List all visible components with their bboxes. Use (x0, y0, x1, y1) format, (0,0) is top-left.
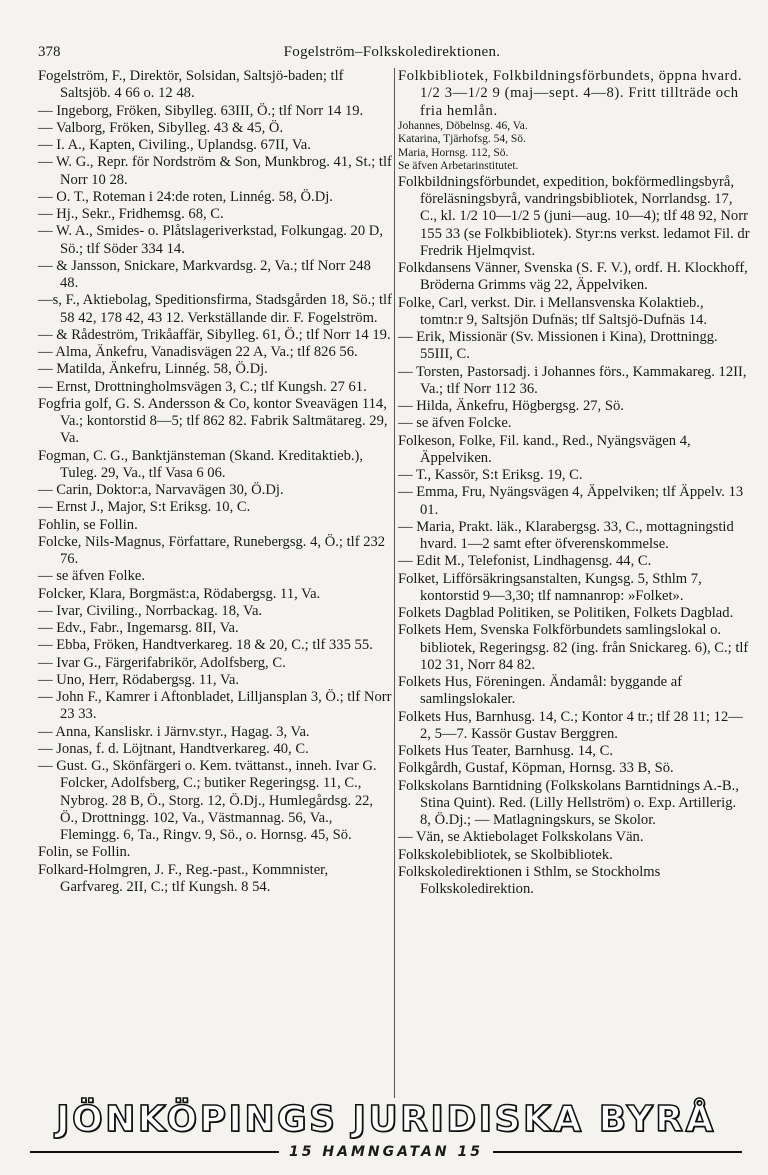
directory-entry: — W. A., Smides- o. Plåtslageriverkstad, Folkungag. 20 D, Sö.; tlf Söder 334 14. (38, 223, 383, 257)
directory-entry: — T., Kassör, S:t Eriksg. 19, C. (398, 467, 583, 483)
directory-entry: — Carin, Doktor:a, Narvavägen 30, Ö.Dj. (38, 482, 284, 498)
directory-entry: — W. G., Repr. för Nordström & Son, Munkbrog. 41, St.; tlf Norr 10 28. (38, 154, 392, 188)
directory-entry: — Hilda, Änkefru, Högbergsg. 27, Sö. (398, 398, 624, 414)
directory-entry: — se äfven Folke. (38, 568, 145, 585)
directory-entry: — O. T., Roteman i 24:de roten, Linnég. 58, Ö.Dj. (38, 188, 333, 205)
directory-entry: Folkskoledirektionen i Sthlm, se Stockholms Folkskoledirektion. (398, 863, 661, 897)
banner-rule-row (30, 1144, 742, 1160)
directory-entry: Fohlin, se Follin. (38, 516, 138, 533)
directory-entry: Maria, Hornsg. 112, Sö. (398, 146, 509, 159)
directory-entry: Folkskolans Barntidning (Folkskolans Barntidnings A.-B., Stina Quint). Red. (Lilly Hellström) o. Exp. Artillerig. 8, Ö.Dj.; — Matlagningskurs, se Skolor. (398, 777, 739, 828)
page-number: 378 (38, 44, 61, 60)
directory-entry: Folin, se Follin. (38, 844, 131, 861)
column-divider (394, 68, 395, 1098)
directory-entry: Folcke, Nils-Magnus, Författare, Runebergsg. 4, Ö.; tlf 232 76. (38, 533, 386, 567)
banner-rule-right (493, 1151, 742, 1153)
directory-entry: Folke, Carl, verkst. Dir. i Mellansvenska Kolaktieb., tomtn:r 9, Saltsjön Dufnäs; tlf Saltsjö-Dufnäs 14. (398, 294, 707, 328)
directory-entry: Se äfven Arbetarinstitutet. (398, 160, 519, 173)
directory-entry: Fogman, C. G., Banktjänsteman (Skand. Kreditaktieb.), Tuleg. 29, Va., tlf Vasa 6 06. (38, 447, 364, 481)
page-header (38, 44, 746, 64)
directory-entry: Johannes, Döbelnsg. 46, Va. (398, 119, 528, 132)
directory-entry: Folkskolebibliotek, se Skolbibliotek. (398, 846, 613, 863)
directory-entry: — Ernst, Drottningholmsvägen 3, C.; tlf Kungsh. 27 61. (38, 378, 367, 395)
directory-entry: — Ivar, Civiling., Norrbackag. 18, Va. (38, 602, 263, 619)
left-column (38, 68, 392, 896)
directory-entry: —s, F., Aktiebolag, Speditionsfirma, Stadsgården 18, Sö.; tlf 58 42, 178 42, 43 12. Verkställande dir. F. Fogelström. (38, 292, 392, 326)
directory-entry: — Ivar G., Färgerifabrikör, Adolfsberg, C. (38, 654, 286, 671)
directory-entry: Folkgårdh, Gustaf, Köpman, Hornsg. 33 B, Sö. (398, 760, 674, 777)
directory-entry: Fogelström, F., Direktör, Solsidan, Saltsjö-baden; tlf Saltsjöb. 4 66 o. 12 48. (38, 68, 344, 102)
directory-entry: — Hj., Sekr., Fridhemsg. 68, C. (38, 206, 224, 222)
directory-entry: — Ebba, Fröken, Handtverkareg. 18 & 20, C.; tlf 335 55. (38, 637, 373, 654)
directory-entry: Folket, Lifförsäkringsanstalten, Kungsg. 5, Sthlm 7, kontorstid 9—3,30; tlf namnanrop: »Folket». (398, 570, 702, 604)
directory-entry: Folkets Hem, Svenska Folkförbundets samlingslokal o. bibliotek, Regeringsg. 82 (ing. från Snickareg. 6), C.; tlf 102 31, Norr 84 82. (398, 622, 749, 673)
directory-entry: — Alma, Änkefru, Vanadisvägen 22 A, Va.; tlf 826 56. (38, 344, 358, 360)
directory-entry: Folkets Hus, Föreningen. Ändamål: byggande af samlingslokaler. (398, 674, 683, 708)
directory-entry: — Torsten, Pastorsadj. i Johannes förs., Kammakareg. 12II, Va.; tlf Norr 112 36. (398, 363, 747, 397)
directory-entry: — Anna, Kansliskr. i Järnv.styr., Hagag. 3, Va. (38, 723, 310, 740)
directory-entry: — Ernst J., Major, S:t Eriksg. 10, C. (38, 499, 251, 516)
directory-entry: Folkets Hus, Barnhusg. 14, C.; Kontor 4 tr.; tlf 28 11; 12—2, 5—7. Kassör Gustav Berggren. (398, 708, 743, 742)
banner-address: 15 HAMNGATAN 15 (289, 1144, 483, 1160)
directory-entry: — Erik, Missionär (Sv. Missionen i Kina), Drottningg. 55III, C. (398, 329, 718, 363)
directory-entry: Fogfria golf, G. S. Andersson & Co, kontor Sveavägen 114, Va.; kontorstid 8—5; tlf 862 82. Fabrik Saltmätareg. 29, Va. (38, 395, 388, 447)
directory-entry: Folkdansens Vänner, Svenska (S. F. V.), ordf. H. Klockhoff, Bröderna Grimms väg 22, Äppelviken. (398, 260, 748, 294)
directory-entry: Katarina, Tjärhofsg. 54, Sö. (398, 133, 526, 146)
directory-entry: — Jonas, f. d. Löjtnant, Handtverkareg. 40, C. (38, 740, 309, 757)
banner-rule-left (30, 1151, 279, 1153)
directory-entry: Folkeson, Folke, Fil. kand., Red., Nyängsvägen 4, Äppelviken. (398, 432, 691, 466)
directory-entry: — Maria, Prakt. läk., Klarabergsg. 33, C., mottagningstid hvard. 1—2 samt efter öfverenskommelse. (398, 518, 734, 552)
directory-entry: — & Rådeström, Trikåaffär, Sibylleg. 61, Ö.; tlf Norr 14 19. (38, 326, 391, 343)
directory-entry: — I. A., Kapten, Civiling., Uplandsg. 67II, Va. (38, 137, 311, 153)
directory-entry: — Uno, Herr, Rödabergsg. 11, Va. (38, 671, 239, 688)
running-title: Fogelström–Folkskoledirektionen. (283, 44, 501, 60)
banner-firm-name: JÖNKÖPINGS JURIDISKA BYRÅ (56, 1099, 716, 1140)
directory-entry: — Gust. G., Skönfärgeri o. Kem. tvättanst., inneh. Ivar G. Folcker, Adolfsberg, C.; butiker Regeringsg. 11, C., Nybrog. 28 B, Ö., Storg. 12, Ö.Dj., Humlegårdsg. 22, Ö., Drottningg. 102, Va., Västmannag. 56, Va., Flemingg. 6, Ta., Ringv. 9, Sö., o. Hornsg. 45, Sö. (38, 758, 377, 843)
directory-entry: — Matilda, Änkefru, Linnég. 58, Ö.Dj. (38, 361, 268, 378)
directory-entry: — & Jansson, Snickare, Markvardsg. 2, Va.; tlf Norr 248 48. (38, 257, 371, 291)
directory-entry: Folkbibliotek, Folkbildningsförbundets, öppna hvard. 1/2 3—1/2 9 (maj—sept. 4—8). Fritt tillträde och fria hemlån. (398, 68, 743, 119)
directory-entry: Folkets Dagblad Politiken, se Politiken, Folkets Dagblad. (398, 605, 734, 621)
directory-entry: — Valborg, Fröken, Sibylleg. 43 & 45, Ö. (38, 119, 284, 136)
directory-entry: — John F., Kamrer i Aftonbladet, Lilljansplan 3, Ö.; tlf Norr 23 33. (38, 689, 392, 723)
directory-entry: Folcker, Klara, Borgmäst:a, Rödabergsg. 11, Va. (38, 585, 321, 602)
advertisement-banner (30, 1100, 742, 1160)
directory-entry: Folkets Hus Teater, Barnhusg. 14, C. (398, 743, 613, 759)
directory-entry: Folkbildningsförbundet, expedition, bokförmedlingsbyrå, föreläsningsbyrå, vandringsbibliotek, Norrlandsg. 17, C., kl. 1/2 10—1/2 5 (juni—aug. 10—4); tlf 48 92, Norr 155 33 (se Folkbibliotek). Styr:ns verkst. ledamot Fil. dr Fredrik Hjelmqvist. (398, 173, 750, 259)
directory-entry: — Emma, Fru, Nyängsvägen 4, Äppelviken; tlf Äppelv. 13 01. (398, 484, 744, 518)
directory-entry: — Edit M., Telefonist, Lindhagensg. 44, C. (398, 553, 652, 570)
directory-entry: — Edv., Fabr., Ingemarsg. 8II, Va. (38, 620, 239, 636)
right-column (398, 68, 750, 898)
directory-entry: Folkard-Holmgren, J. F., Reg.-past., Kommnister, Garfvareg. 2II, C.; tlf Kungsh. 8 54. (38, 861, 329, 895)
directory-entry: — se äfven Folcke. (398, 415, 512, 432)
directory-entry: — Ingeborg, Fröken, Sibylleg. 63III, Ö.; tlf Norr 14 19. (38, 102, 364, 119)
directory-entry: — Vän, se Aktiebolaget Folkskolans Vän. (398, 829, 644, 846)
